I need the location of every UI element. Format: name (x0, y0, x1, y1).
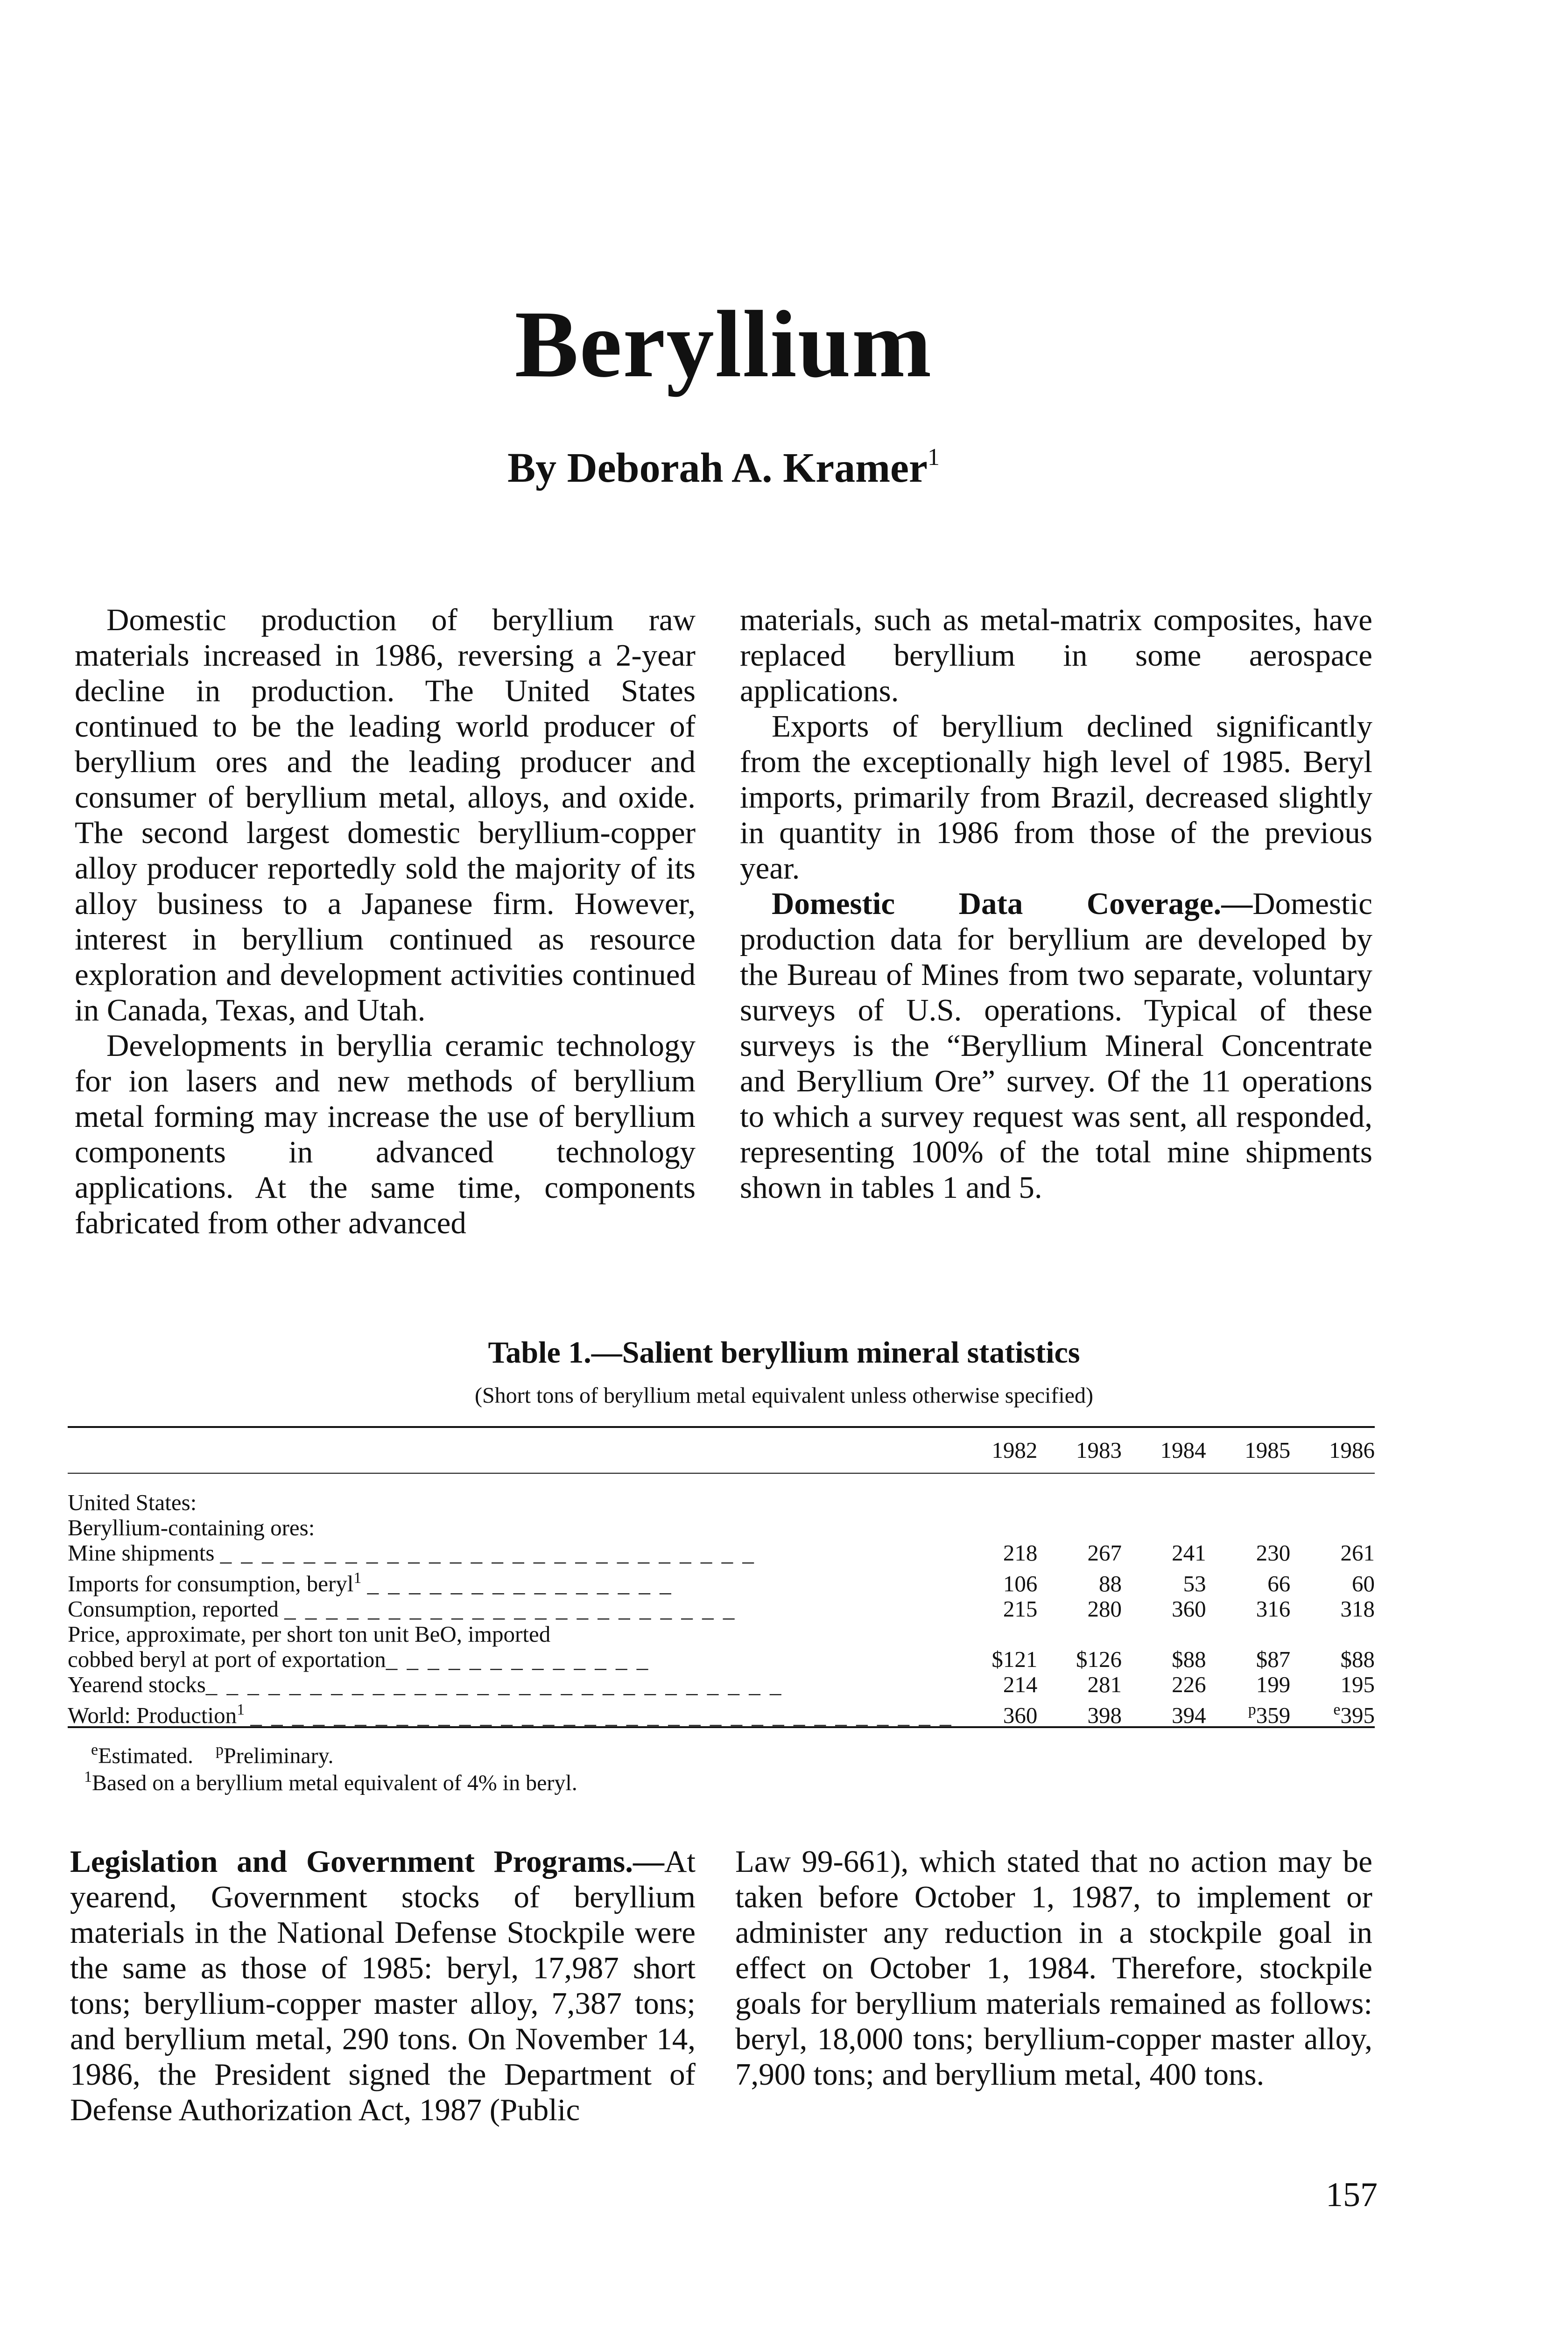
row-label: Price, approximate, per short ton unit BeO, imported (68, 1621, 551, 1647)
legislation-heading: Legislation and Government Programs.— (70, 1844, 664, 1879)
table-header-row (68, 1429, 1375, 1471)
table-cell: 66 (1267, 1571, 1291, 1596)
row-label: Yearend stocks_ _ _ _ _ _ _ _ _ _ _ _ _ _ _ _ _ _ _ _ _ _ _ _ _ _ _ _ (68, 1672, 783, 1697)
column-header-1982: 1982 (991, 1437, 1038, 1463)
table-row (68, 1647, 1375, 1672)
preliminary-flag: p (1248, 1701, 1256, 1718)
data-coverage-text: Domestic production data for beryllium are developed by the Bureau of Mines from two separate, voluntary surveys of U.S. operations. Typical of these surveys is the “Beryllium Mineral Concentrate and Beryllium Ore” survey. Of the 11 operations to which a survey request was sent, all responded, representing 100% of the total mine shipments shown in tables 1 and 5. (740, 886, 1372, 1205)
table-row (68, 1596, 1375, 1622)
table-cell: 226 (1172, 1672, 1206, 1697)
column-header-1985: 1985 (1245, 1437, 1291, 1463)
table-top-rule (68, 1426, 1375, 1428)
column-header-1983: 1983 (1076, 1437, 1122, 1463)
table-cell: 280 (1087, 1596, 1122, 1622)
table-cell: 106 (1003, 1571, 1038, 1596)
table-cell: 53 (1183, 1571, 1206, 1596)
table-row (68, 1540, 1375, 1566)
intro-paragraph: materials, such as metal-matrix composites, have replaced beryllium in some aerospace applications. (740, 603, 1372, 708)
table-row (68, 1697, 1375, 1728)
table-cell: 88 (1098, 1571, 1122, 1596)
table-footnote-1: $^1$Based on a beryllium metal equivalent of 4% in beryl. (84, 1768, 577, 1795)
table-row (68, 1515, 1375, 1540)
table-subtitle: (Short tons of beryllium metal equivalent unless otherwise specified) (474, 1383, 1093, 1408)
row-label: World: Production$^1$ _ _ _ _ _ _ _ _ _ _ _ _ _ _ _ _ _ _ _ _ _ _ _ _ _ _ _ _ _ _ _ _ _ _ (68, 1701, 953, 1728)
table-cell: 318 (1340, 1596, 1375, 1622)
intro-paragraph: Exports of beryllium declined significantly from the exceptionally high level of 1985. Beryl imports, primarily from Brazil, decreased slightly in quantity in 1986 from those of the previous year. (740, 709, 1372, 886)
table-title: Table 1.—Salient beryllium mineral statistics (488, 1336, 1080, 1370)
author-footnote-mark: 1 (927, 444, 940, 471)
table-row (68, 1490, 1375, 1515)
data-coverage-heading: Domestic Data Coverage.— (772, 886, 1253, 921)
legislation-paragraph: Legislation and Government Programs.—At yearend, Government stocks of beryllium materials in the National Defense Stockpile were the same as those of 1985: beryl, 17,987 short tons; beryllium-copper master alloy, 7,387 tons; and beryllium metal, 290 tons. On November 14, 1986, the President signed the Department of Defense Authorization Act, 1987 (Public (70, 1844, 696, 2127)
table-cell: $^e$395 (1333, 1701, 1375, 1728)
author-byline (0, 443, 1447, 492)
table-row (68, 1566, 1375, 1596)
table-cell: $^p$359 (1248, 1701, 1291, 1728)
legislation-column-left (70, 1844, 696, 2128)
table-cell: 360 (1172, 1596, 1206, 1622)
table-row (68, 1672, 1375, 1697)
data-coverage-paragraph (740, 886, 1372, 1205)
table-cell: 394 (1172, 1702, 1206, 1728)
column-header-1984: 1984 (1160, 1437, 1206, 1463)
table-cell: $121 (991, 1646, 1038, 1672)
table-row (68, 1622, 1375, 1647)
table-footnote-flags: $^e$Estimated. $^p$Preliminary. (91, 1741, 334, 1768)
table-cell: 199 (1256, 1672, 1291, 1697)
row-label: cobbed beryl at port of exportation_ _ _ _ _ _ _ _ _ _ _ _ _ (68, 1646, 650, 1672)
estimated-flag: e (1333, 1701, 1341, 1718)
legislation-column-right (735, 1844, 1372, 2092)
legislation-paragraph: Law 99-661), which stated that no action may be taken before October 1, 1987, to implement or administer any reduction in a stockpile goal in effect on October 1, 1984. Therefore, stockpile goals for beryllium materials remained as follows: beryl, 18,000 tons; beryllium-copper master alloy, 7,900 tons; and beryllium metal, 400 tons. (735, 1844, 1372, 2092)
row-label: Consumption, reported _ _ _ _ _ _ _ _ _ _ _ _ _ _ _ _ _ _ _ _ _ _ (68, 1596, 737, 1622)
author-name: By Deborah A. Kramer (507, 445, 928, 491)
table-cell: 218 (1003, 1540, 1038, 1566)
intro-column-right (740, 602, 1372, 1205)
table-cell: 261 (1340, 1540, 1375, 1566)
row-subgroup-label: Beryllium-containing ores: (68, 1515, 315, 1540)
row-label: Imports for consumption, beryl$^1$ _ _ _ _ _ _ _ _ _ _ _ _ _ _ _ (68, 1569, 673, 1596)
table-cell: 360 (1003, 1702, 1038, 1728)
table-cell: $126 (1076, 1646, 1122, 1672)
row-group-label: United States: (68, 1490, 197, 1515)
page-title: Beryllium (514, 291, 933, 397)
table-cell: 230 (1256, 1540, 1291, 1566)
table-cell: 60 (1352, 1571, 1375, 1596)
intro-paragraph: Developments in beryllia ceramic technology for ion lasers and new methods of beryllium metal forming may increase the use of beryllium components in advanced technology applications. At the same time, components fabricated from other advanced (75, 1028, 696, 1240)
table-cell: 316 (1256, 1596, 1291, 1622)
table-cell: 241 (1172, 1540, 1206, 1566)
table-cell: $87 (1256, 1646, 1291, 1672)
table-cell: 267 (1087, 1540, 1122, 1566)
salient-statistics-table (68, 1429, 1375, 1728)
table-cell: 215 (1003, 1596, 1038, 1622)
table-cell: 398 (1087, 1702, 1122, 1728)
table-cell: 281 (1087, 1672, 1122, 1697)
page-number: 157 (1326, 2176, 1378, 2214)
table-cell: 195 (1340, 1672, 1375, 1697)
table-cell: 214 (1003, 1672, 1038, 1697)
intro-paragraph: Domestic production of beryllium raw materials increased in 1986, reversing a 2-year decline in production. The United States continued to be the leading world producer of beryllium ores and the leading producer and consumer of beryllium metal, alloys, and oxide. The second largest domestic beryllium-copper alloy producer reportedly sold the majority of its alloy business to a Japanese firm. However, interest in beryllium continued as resource exploration and development activities continued in Canada, Texas, and Utah. (75, 603, 696, 1027)
row-label: Mine shipments _ _ _ _ _ _ _ _ _ _ _ _ _ _ _ _ _ _ _ _ _ _ _ _ _ _ (68, 1540, 756, 1566)
table-cell: $88 (1172, 1646, 1206, 1672)
intro-column-left (75, 602, 696, 1241)
column-header-1986: 1986 (1329, 1437, 1375, 1463)
table-cell: $88 (1340, 1646, 1375, 1672)
